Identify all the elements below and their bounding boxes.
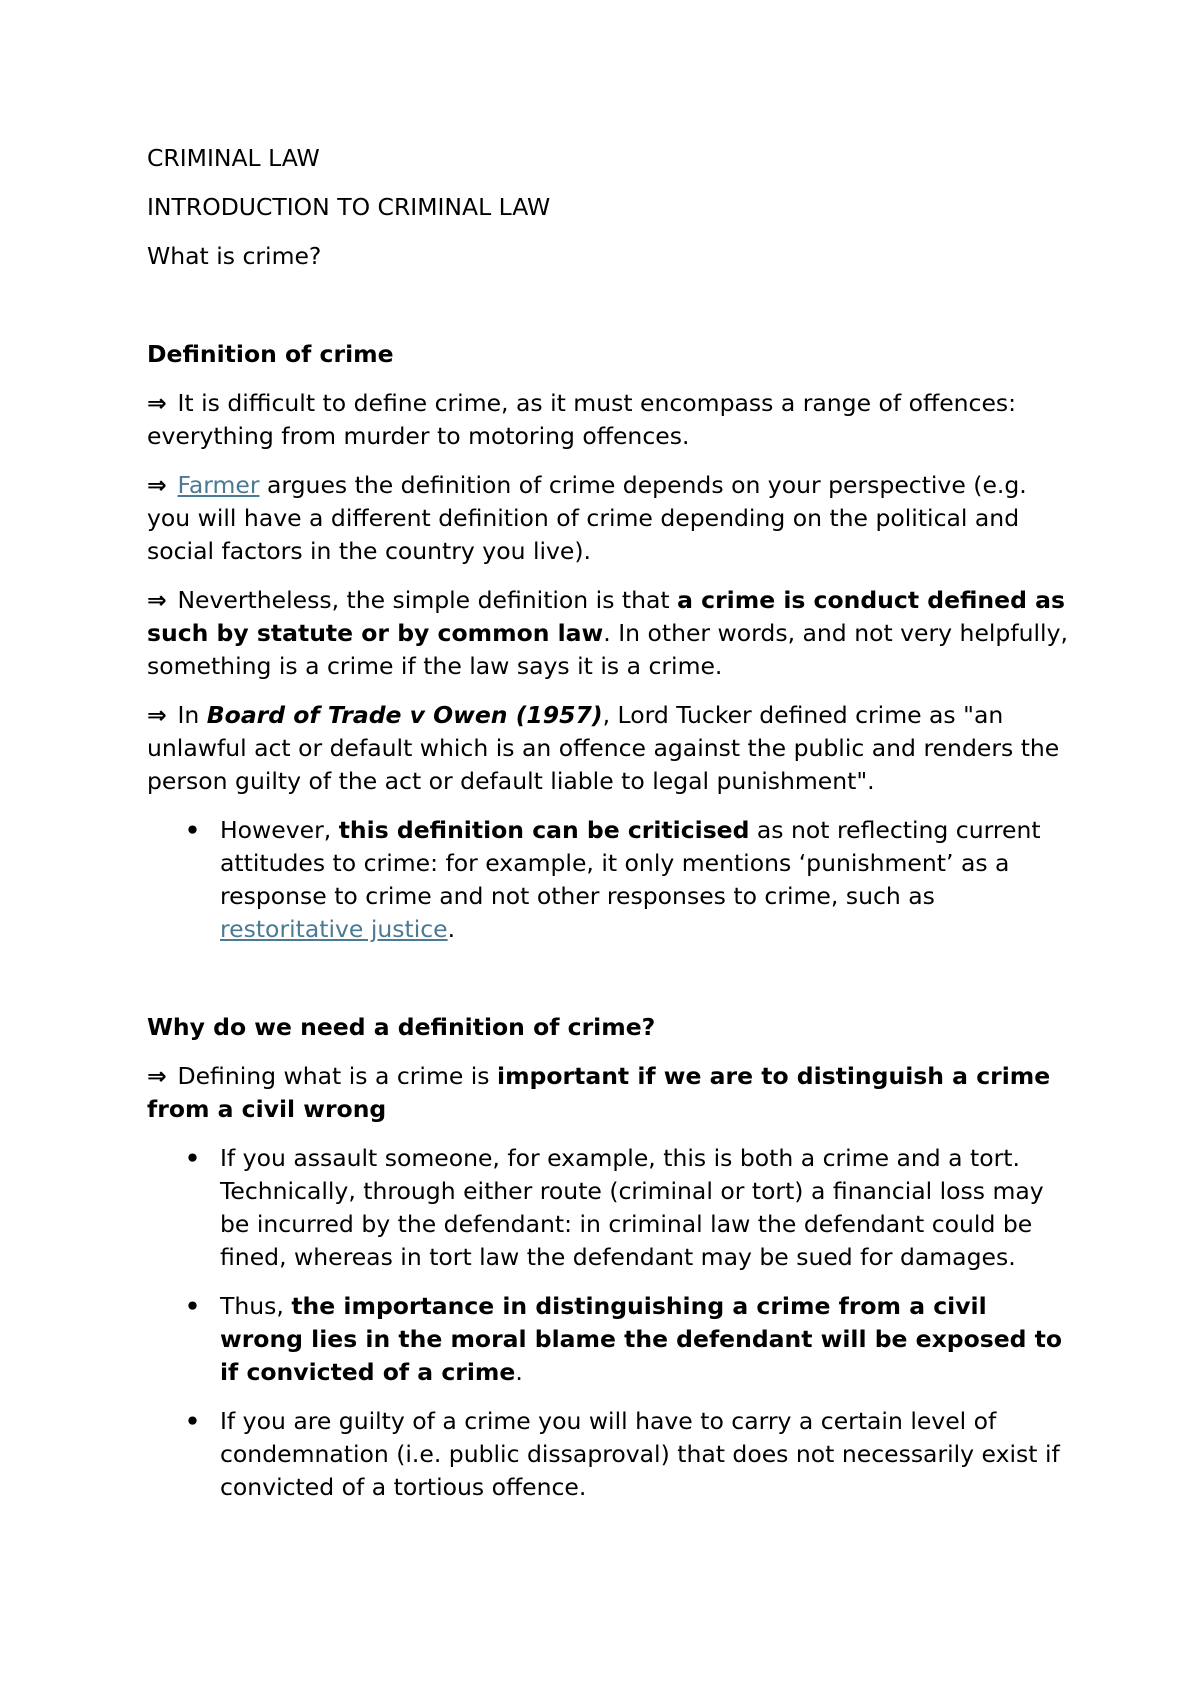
paragraph-difficulty (147, 387, 1077, 453)
paragraph-simple-definition (147, 584, 1077, 683)
list-item-text: . (515, 1358, 523, 1386)
bold-definition: a crime is conduct defined as such by statute or by common law (147, 586, 1065, 647)
bullet-icon: • (185, 1144, 201, 1172)
paragraph-board-of-trade (147, 699, 1077, 798)
section-heading-definition: Definition of crime (147, 340, 394, 368)
arrow-icon: ⇒ (147, 389, 167, 417)
paragraph-text: Defining what is a crime is (170, 1062, 498, 1090)
bold-distinguish: important if we are to distinguish a crime from a civil wrong (147, 1062, 1051, 1123)
document-question: What is crime? (147, 242, 322, 270)
list-item-text: However, (220, 816, 339, 844)
spacer (147, 962, 1077, 1011)
document-title: CRIMINAL LAW (147, 144, 320, 172)
distinguish-list (147, 1142, 1077, 1504)
document-body (147, 142, 1077, 1520)
list-item (147, 1405, 1077, 1504)
list-item-text: If you are guilty of a crime you will have to carry a certain level of condemnation (i.e. public dissaproval) that does not necessarily exist if convicted of a tortious offence. (220, 1407, 1060, 1501)
spacer (147, 289, 1077, 338)
bullet-icon: • (185, 1407, 201, 1435)
farmer-link[interactable]: Farmer (177, 471, 260, 499)
paragraph-farmer (147, 469, 1077, 568)
list-item (147, 814, 1077, 946)
list-item-text: If you assault someone, for example, this is both a crime and a tort. Technically, through either route (criminal or tort) a financial loss may be incurred by the defendant: in criminal law the defendant could be fined, whereas in tort law the defendant may be sued for damages. (220, 1144, 1044, 1271)
bullet-icon: • (185, 1292, 201, 1320)
arrow-icon: ⇒ (147, 471, 167, 499)
document-subtitle: INTRODUCTION TO CRIMINAL LAW (147, 193, 551, 221)
bold-importance: the importance in distinguishing a crime from a civil wrong lies in the moral blame the defendant will be exposed to if convicted of a crime (220, 1292, 1063, 1386)
case-name: Board of Trade v Owen (1957) (206, 701, 603, 729)
paragraph-text: Nevertheless, the simple definition is that (170, 586, 678, 614)
paragraph-text: It is difficult to define crime, as it must encompass a range of offences: everything from murder to motoring offences. (147, 389, 1017, 450)
arrow-icon: ⇒ (147, 701, 167, 729)
list-item-text: . (447, 915, 456, 943)
list-item-text: as not reflecting current attitudes to crime: for example, it only mentions ‘punishment’ as a response to crime and not other responses to crime, such as (220, 816, 1041, 910)
list-item (147, 1290, 1077, 1389)
paragraph-text: In (170, 701, 207, 729)
restorative-justice-link[interactable]: restoritative justice (220, 915, 448, 943)
paragraph-distinguish (147, 1060, 1077, 1126)
arrow-icon: ⇒ (147, 1062, 167, 1090)
list-item (147, 1142, 1077, 1274)
paragraph-text: , Lord Tucker defined crime as "an unlawful act or default which is an offence against the public and renders the person guilty of the act or default liable to legal punishment". (147, 701, 1060, 795)
criticism-list (147, 814, 1077, 946)
paragraph-text: . In other words, and not very helpfully, something is a crime if the law says it is a crime. (147, 619, 1068, 680)
bold-criticism: this definition can be criticised (338, 816, 750, 844)
paragraph-text: argues the definition of crime depends on your perspective (e.g. you will have a different definition of crime depending on the political and social factors in the country you live). (147, 471, 1027, 565)
bullet-icon: • (185, 816, 201, 844)
list-item-text: Thus, (220, 1292, 292, 1320)
arrow-icon: ⇒ (147, 586, 167, 614)
section-heading-why: Why do we need a definition of crime? (147, 1013, 656, 1041)
